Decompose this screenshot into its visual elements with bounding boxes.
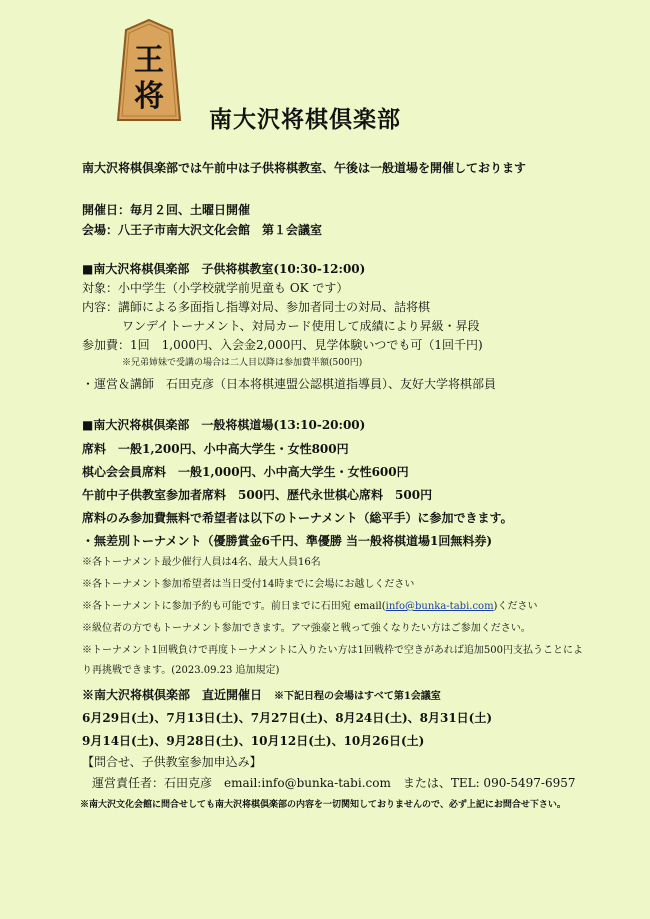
kids-class-heading: ■南大沢将棋倶楽部 子供将棋教室(10:30-12:00)	[82, 262, 366, 276]
logo-char-king: 王	[134, 43, 164, 78]
kids-fee: 参加費：1回 1,000円、入会金2,000円、見学体験いつでも可（1回千円)	[82, 338, 483, 352]
dojo-note-1: ※各トーナメント最少催行人員は4名、最大人員16名	[82, 557, 321, 568]
kids-target: 対象：小中学生（小学校就学前児童も OK です）	[82, 281, 349, 295]
upcoming-venue-note: ※下記日程の会場はすべて第1会議室	[274, 691, 441, 702]
dojo-fee-3: 午前中子供教室参加者席料 500円、歴代永世棋心席料 500円	[82, 488, 433, 502]
dojo-tournament: ・無差別トーナメント（優勝賞金6千円、準優勝 当一般将棋道場1回無料券)	[82, 534, 493, 548]
upcoming-heading: ※南大沢将棋倶楽部 直近開催日 ※下記日程の会場はすべて第1会議室	[82, 688, 441, 702]
contact-heading: 【問合せ、子供教室参加申込み】	[82, 755, 262, 769]
upcoming-dates-1: 6月29日(土)、7月13日(土)、7月27日(土)、8月24日(土)、8月31日(土)	[82, 711, 493, 725]
logo-char-general: 将	[134, 79, 164, 114]
dojo-note-5a: ※トーナメント1回戦負けで再度トーナメントに入りたい方は1回戦枠で空きがあれば追加500円支払うことによ	[82, 645, 584, 656]
shogi-king-piece-logo	[116, 18, 182, 122]
intro-text: 南大沢将棋倶楽部では午前中は子供将棋教室、午後は一般道場を開催しております	[82, 161, 527, 175]
venue-text: 会場：八王子市南大沢文化会館 第１会議室	[82, 223, 323, 237]
dojo-note-2: ※各トーナメント参加希望者は当日受付14時までに会場にお越しください	[82, 579, 415, 590]
dojo-fee-2: 棋心会会員席料 一般1,000円、小中高大学生・女性600円	[82, 465, 409, 479]
contact-line: 運営責任者：石田克彦 email:info@bunka-tabi.com または、TEL: 090-5497-6957	[92, 776, 576, 790]
dojo-note-5b: り再挑戦できます。(2023.09.23 追加規定)	[82, 665, 280, 676]
kids-content-1: 内容：講師による多面指し指導対局、参加者同士の対局、詰将棋	[82, 300, 431, 314]
footer-note: ※南大沢文化会館に問合せしても南大沢将棋倶楽部の内容を一切関知しておりませんので、必ず上記にお問合せ下さい。	[80, 800, 566, 810]
page-title: 南大沢将棋倶楽部	[209, 106, 401, 133]
upcoming-dates-2: 9月14日(土)、9月28日(土)、10月12日(土)、10月26日(土)	[82, 734, 425, 748]
dojo-fee-1: 席料 一般1,200円、小中高大学生・女性800円	[82, 442, 349, 456]
schedule-text: 開催日：毎月２回、土曜日開催	[82, 203, 251, 217]
dojo-tournament-intro: 席料のみ参加費無料で希望者は以下のトーナメント（総平手）に参加できます。	[82, 511, 513, 525]
dojo-note-4: ※級位者の方でもトーナメント参加できます。アマ強豪と戦って強くなりたい方はご参加ください。	[82, 623, 531, 634]
kids-instructor: ・運営＆講師 石田克彦（日本将棋連盟公認棋道指導員）、友好大学将棋部員	[82, 377, 497, 391]
kids-content-2: ワンデイトーナメント、対局カード使用して成績により昇級・昇段	[122, 319, 480, 333]
email-link[interactable]: info@bunka-tabi.com	[385, 601, 494, 612]
dojo-note-3: ※各トーナメントに参加予約も可能です。前日までに石田宛 email(info@bunka-tabi.com)ください	[82, 601, 538, 612]
kids-sibling-note: ※兄弟姉妹で受講の場合は二人目以降は参加費半額(500円)	[122, 358, 363, 368]
dojo-heading: ■南大沢将棋倶楽部 一般将棋道場(13:10-20:00)	[82, 418, 366, 432]
